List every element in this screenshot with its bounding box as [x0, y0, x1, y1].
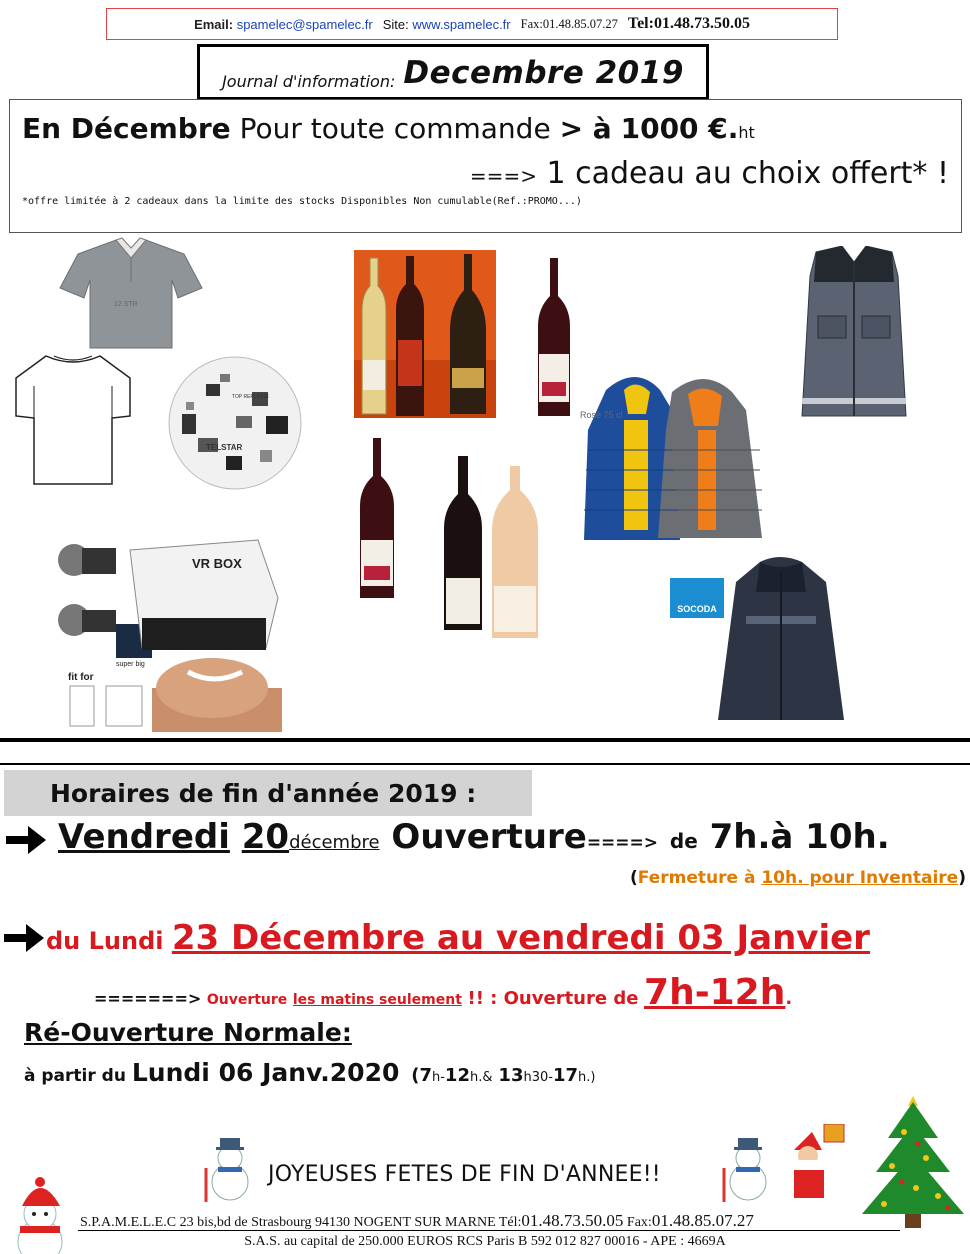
inventory-open-paren: ( [630, 868, 638, 888]
normal-17: 17 [552, 1065, 579, 1086]
promo-footnote: *offre limitée à 2 cadeaux dans la limite des stocks Disponibles Non cumulable(Ref.:PROMO...) [22, 196, 582, 207]
normal-prefix: à partir du [24, 1066, 126, 1086]
red-wine-bottle-image [530, 256, 578, 418]
mornings-dot: . [785, 988, 793, 1009]
work-vest-image [786, 246, 922, 418]
footer-legal: S.A.S. au capital de 250.000 EUROS RCS Paris B 592 012 827 00016 - APE : 4669A [244, 1234, 726, 1249]
site-label: Site: [382, 16, 409, 32]
schedule-line-reopening [24, 1018, 352, 1047]
promo-amount-suffix: ht [738, 123, 755, 142]
range-prefix: du Lundi [46, 927, 164, 955]
vr-superbig-text: super big [116, 661, 145, 668]
email-link[interactable]: spamelec@spamelec.fr [236, 16, 373, 32]
red-rose-wine-image [438, 454, 546, 640]
normal-h3: h30- [523, 1070, 553, 1085]
schedule-line-mornings [94, 972, 792, 1013]
reopening-text: Ré-Ouverture Normale [24, 1018, 342, 1047]
reopening-colon: : [341, 1018, 352, 1047]
promo-lead: En Décembre [22, 112, 231, 145]
promo-amount: 1000 €. [620, 112, 739, 145]
normal-12: 12 [444, 1065, 470, 1086]
mornings-text: les matins seulement [292, 992, 462, 1008]
puffer-jackets-image [576, 370, 768, 546]
wine-label-text: Rosé 75 cl [580, 410, 623, 420]
arrow-right-icon [4, 924, 44, 952]
friday-date: 20 [241, 817, 290, 857]
contact-bar [106, 8, 838, 40]
ball-top-text: TOP REPLIQUE [232, 394, 269, 400]
normal-h2: h.& [469, 1070, 493, 1085]
schedule-line-holiday-range [46, 918, 870, 958]
journal-title-box [197, 44, 709, 100]
footer-address-line [80, 1211, 754, 1231]
friday-arrow: ====> [586, 833, 659, 853]
normal-h1: h- [431, 1070, 445, 1085]
tshirt-image [12, 350, 134, 486]
promo-gift-line [470, 156, 949, 191]
promo-headline [22, 112, 755, 145]
promo-box [9, 99, 962, 233]
normal-h4: h.) [578, 1070, 596, 1085]
friday-month: décembre [289, 832, 380, 853]
inventory-time: 10h. pour Inventaire [761, 868, 959, 888]
polo-print-text: 12 STR [114, 301, 138, 308]
footer-divider [78, 1230, 900, 1231]
hours-banner: Horaires de fin d'année 2019 : [4, 770, 532, 816]
mornings-ouverture: Ouverture [206, 992, 288, 1008]
normal-date: Lundi 06 Janv.2020 [131, 1058, 400, 1087]
footer-address: S.P.A.M.E.L.E.C 23 bis,bd de Strasbourg 94130 NOGENT SUR MARNE Tél: [80, 1215, 522, 1230]
site-link[interactable]: www.spamelec.fr [412, 16, 511, 32]
normal-13: 13 [498, 1065, 524, 1086]
promo-gift: 1 cadeau au choix offert* ! [546, 156, 949, 191]
friday-de: de [669, 829, 698, 853]
normal-open: (7 [411, 1065, 432, 1086]
mornings-hours: 7h-12h [644, 972, 786, 1013]
fax-number: Fax:01.48.85.07.27 [520, 16, 618, 31]
snowman-icon [200, 1134, 258, 1204]
friday-ouverture: Ouverture [391, 817, 587, 857]
ball-brand-text: TELSTAR [206, 443, 243, 452]
divider-thin [0, 763, 970, 765]
vr-headset-image [52, 538, 284, 732]
journal-title: Decembre 2019 [403, 55, 684, 91]
red-wine-bottle-2-image [354, 436, 400, 600]
snowman-icon [720, 1134, 776, 1204]
mornings-mid: !! : Ouverture de [467, 988, 639, 1009]
promo-arrow: ===> [469, 164, 537, 188]
mornings-arrow: =======> [94, 989, 202, 1008]
journal-prefix: Journal d'information: [222, 72, 396, 91]
christmas-tree-icon [858, 1088, 968, 1230]
football-image [166, 354, 304, 492]
inventory-close-paren: ) [958, 868, 966, 888]
footer-fax: 01.48.85.07.27 [651, 1211, 754, 1230]
socoda-logo: SOCODA [670, 578, 724, 618]
season-greeting: JOYEUSES FETES DE FIN D'ANNEE!! [268, 1162, 661, 1187]
santa-claus-icon [788, 1124, 850, 1206]
tel-number: Tel:01.48.73.50.05 [627, 15, 750, 32]
schedule-line-normal-hours [24, 1058, 595, 1087]
divider-thick [0, 738, 970, 742]
footer-fax-label: Fax: [623, 1215, 652, 1230]
friday-hours: 7h.à 10h. [709, 817, 890, 857]
promo-lead-text: Pour toute commande [239, 112, 551, 145]
arrow-right-icon [6, 826, 46, 854]
promo-condition: > à [559, 112, 612, 145]
inventory-text: Fermeture à [637, 868, 756, 888]
wine-trio-image [354, 250, 496, 418]
vr-brand-text: VR BOX [192, 556, 242, 571]
email-label: Email: [194, 16, 234, 32]
parka-jacket-image [716, 556, 846, 724]
polo-shirt-image [58, 236, 204, 350]
friday-day: Vendredi [58, 817, 230, 857]
vr-fit-text: fit for [68, 672, 94, 683]
range-dates: 23 Décembre au vendredi 03 Janvier [171, 918, 870, 958]
schedule-line-friday [58, 817, 890, 857]
schedule-line-inventory [630, 868, 966, 888]
footer-tel: 01.48.73.50.05 [521, 1211, 624, 1230]
